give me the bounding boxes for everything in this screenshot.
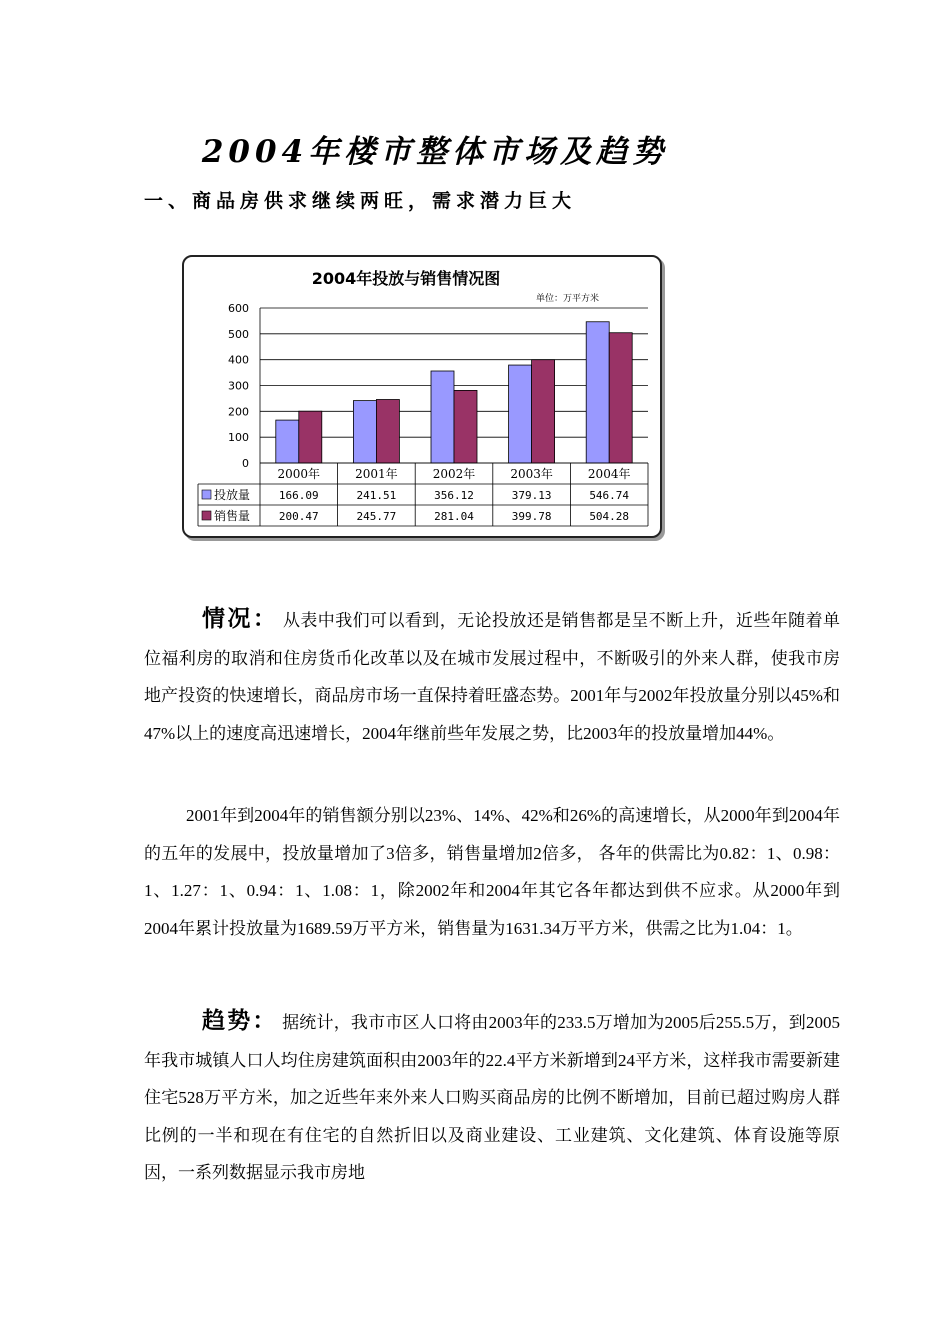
trend-paragraph xyxy=(144,1002,840,1192)
trend-lead: 趋势： xyxy=(202,1007,278,1034)
data-label: 504.28 xyxy=(589,510,630,523)
bar-supply xyxy=(353,401,376,463)
legend-swatch xyxy=(202,490,211,499)
x-tick-label: 2004年 xyxy=(587,467,631,481)
y-tick-label: 500 xyxy=(228,327,249,341)
x-tick-label: 2003年 xyxy=(510,467,553,481)
bar-supply xyxy=(431,371,454,463)
y-tick-label: 200 xyxy=(228,405,249,419)
chart-container xyxy=(182,255,662,538)
data-label: 200.47 xyxy=(278,510,319,523)
data-label: 245.77 xyxy=(356,510,397,523)
legend-label: 投放量 xyxy=(214,488,251,502)
bar-sales xyxy=(299,411,322,463)
y-tick-label: 300 xyxy=(228,379,249,393)
data-label: 399.78 xyxy=(511,510,552,523)
legend-swatch xyxy=(202,511,211,520)
section-heading: 一、商品房供求继续两旺，需求潜力巨大 xyxy=(144,190,577,212)
situation-text: 从表中我们可以看到，无论投放还是销售都是呈不断上升，近些年随着单位福利房的取消和住房货币化改革以及在城市发展过程中，不断吸引的外来人群，使我市房地产投资的快速增长，商品房市场一直保持着旺盛态势。2001年与2002年投放量分别以45%和47%以上的速度高迅速增长，2004年继前些年发展之势，比2003年的投放量增加44%。 xyxy=(144,611,841,743)
data-label: 379.13 xyxy=(511,489,552,502)
bar-sales xyxy=(454,390,477,463)
y-tick-label: 400 xyxy=(228,353,249,367)
data-label: 281.04 xyxy=(434,510,474,523)
bar-sales xyxy=(376,400,399,463)
bar-supply xyxy=(509,365,532,463)
chart-title: 2004年投放与销售情况图 xyxy=(311,269,501,288)
y-tick-label: 0 xyxy=(242,457,249,470)
document-title: 2004年楼市整体市场及趋势 xyxy=(201,134,669,170)
situation-paragraph xyxy=(144,600,840,752)
data-label: 546.74 xyxy=(589,489,630,502)
bar-sales xyxy=(609,333,632,463)
x-tick-label: 2001年 xyxy=(355,467,398,481)
trend-text: 据统计，我市市区人口将由2003年的233.5万增加为2005后255.5万，到2005年我市城镇人口人均住房建筑面积由2003年的22.4平方米新增到24平方米，这样我市需要新建住宅528万平方米，加之近些年来外来人口购买商品房的比例不断增加，目前已超过购房人群比例的一半和现在有住宅的自然折旧以及商业建设、工业建筑、文化建筑、体育设施等原因，一系列数据显示我市房地 xyxy=(144,1013,841,1182)
bar-supply xyxy=(586,322,609,463)
y-tick-label: 600 xyxy=(228,302,249,315)
legend-label: 销售量 xyxy=(214,509,251,523)
data-label: 166.09 xyxy=(278,489,319,502)
situation-lead: 情况： xyxy=(202,605,279,632)
y-tick-label: 100 xyxy=(228,431,249,445)
sales-paragraph xyxy=(144,797,840,947)
data-label: 356.12 xyxy=(434,489,474,502)
bar-sales xyxy=(532,360,555,463)
chart-unit-note: 单位：万平方米 xyxy=(536,294,600,304)
bar-supply xyxy=(276,420,299,463)
sales-text: 2001年到2004年的销售额分别以23%、14%、42%和26%的高速增长，从2000年到2004年的五年的发展中，投放量增加了3倍多，销售量增加2倍多， 各年的供需比为0.82：1、0.98：1、1.27：1、0.94：1、1.08：1，除2002年和2004年其它各年都达到供不应求。从2000年到2004年累计投放量为1689.59万平方米，销售量为1631.34万平方米，供需之比为1.04：1。 xyxy=(144,806,840,938)
x-tick-label: 2000年 xyxy=(277,467,321,481)
bar-chart xyxy=(184,257,660,536)
x-tick-label: 2002年 xyxy=(432,467,476,481)
data-label: 241.51 xyxy=(356,489,397,502)
